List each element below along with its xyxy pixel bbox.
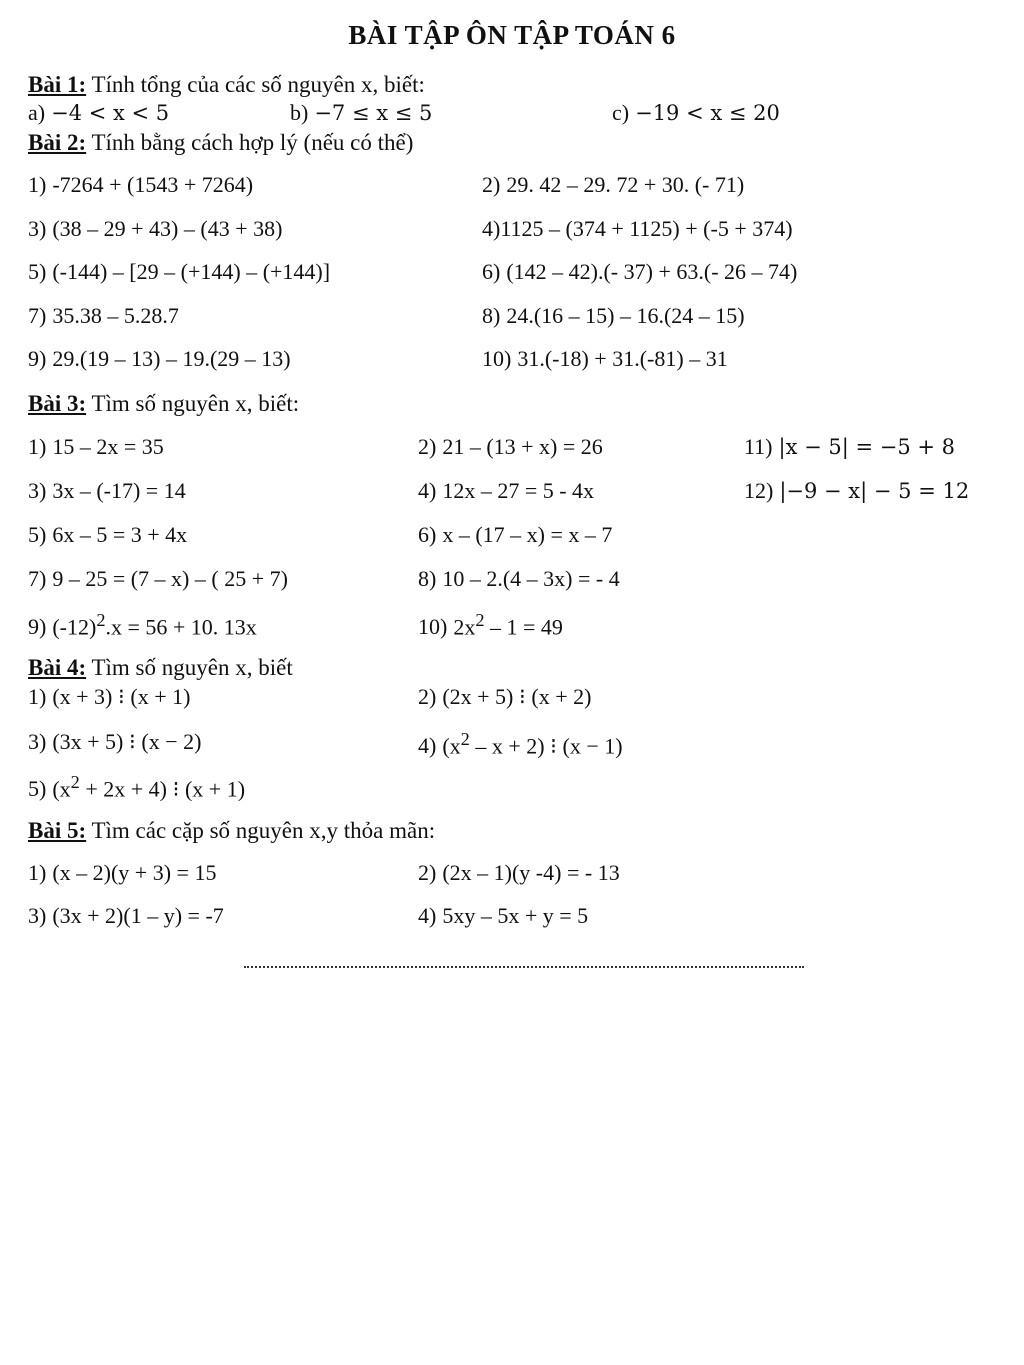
item-expression: -7264 + (1543 + 7264): [52, 172, 254, 197]
item-number: 3): [28, 729, 47, 754]
item-expression: 31.(-18) + 31.(-81) – 31: [517, 346, 728, 371]
item-number: 4): [482, 216, 501, 241]
item-number: b): [290, 100, 309, 125]
item-expression: 1125 – (374 + 1125) + (-5 + 374): [500, 216, 793, 241]
item-expression: (3x + 2)(1 – y) = -7: [52, 903, 224, 928]
exponent: 2: [96, 610, 106, 630]
bai2-item-3: [28, 216, 282, 242]
bai3-label: Bài 3:: [28, 391, 87, 416]
bai3-item-11: [744, 434, 955, 460]
bai4-item-2: [418, 684, 591, 710]
item-number: a): [28, 100, 46, 125]
bai1-label: Bài 1:: [28, 72, 87, 97]
bai1-item-a: [28, 100, 169, 126]
item-expression: 5xy – 5x + y = 5: [442, 903, 589, 928]
item-expression: (x + 3) ⁝ (x + 1): [52, 684, 191, 709]
bai5-text: Tìm các cặp số nguyên x,y thỏa mãn:: [86, 818, 436, 843]
item-expression: −4 < x < 5: [51, 101, 170, 125]
bai4-item-4: [418, 729, 623, 759]
bai2-item-7: [28, 303, 179, 329]
bai5-item-2: [418, 860, 620, 886]
item-expression: −19 < x ≤ 20: [635, 101, 780, 125]
item-number: 10): [418, 614, 448, 640]
bai4-item-1: [28, 684, 190, 710]
item-expression-part: (x: [52, 776, 71, 802]
bai5-item-1: [28, 860, 216, 886]
dotted-separator: [244, 966, 804, 968]
exponent: 2: [70, 772, 80, 792]
bai3-item-12: [744, 478, 969, 504]
bai3-item-2: [418, 434, 603, 460]
bai2-heading: [28, 130, 413, 156]
item-expression: 12x – 27 = 5 - 4x: [442, 478, 595, 503]
bai3-item-3: [28, 478, 186, 504]
item-number: 7): [28, 303, 47, 328]
bai2-item-6: [482, 259, 797, 285]
bai3-item-10: [418, 610, 563, 640]
bai1-text: Tính tổng của các số nguyên x, biết:: [86, 72, 425, 97]
item-expression-part: (-12): [52, 614, 97, 640]
bai4-item-5: [28, 772, 245, 802]
bai2-item-2: [482, 172, 744, 198]
bai5-heading: [28, 818, 435, 844]
bai2-text: Tính bằng cách hợp lý (nếu có thể): [86, 130, 414, 155]
item-expression: (3x + 5) ⁝ (x − 2): [52, 729, 202, 754]
bai2-item-9: [28, 346, 291, 372]
item-number: 12): [744, 478, 774, 503]
bai3-heading: [28, 391, 299, 417]
item-number: 2): [418, 434, 437, 459]
bai4-text: Tìm số nguyên x, biết: [86, 655, 293, 680]
item-number: 3): [28, 903, 47, 928]
item-number: 1): [28, 684, 47, 709]
bai3-item-4: [418, 478, 594, 504]
item-expression-part: (x: [442, 733, 461, 759]
bai3-text: Tìm số nguyên x, biết:: [86, 391, 300, 416]
bai3-item-1: [28, 434, 164, 460]
bai4-label: Bài 4:: [28, 655, 87, 680]
item-expression-part: + 2x + 4) ⁝ (x + 1): [79, 776, 246, 802]
item-number: 3): [28, 216, 47, 241]
item-number: 6): [482, 259, 501, 284]
bai2-item-10: [482, 346, 728, 372]
bai4-item-3: [28, 729, 201, 755]
item-number: 1): [28, 434, 47, 459]
bai2-label: Bài 2:: [28, 130, 87, 155]
item-expression: 24.(16 – 15) – 16.(24 – 15): [506, 303, 745, 328]
item-number: 4): [418, 478, 437, 503]
item-number: 2): [482, 172, 501, 197]
item-number: 5): [28, 522, 47, 547]
item-expression: 29. 42 – 29. 72 + 30. (- 71): [506, 172, 745, 197]
item-expression: 21 – (13 + x) = 26: [442, 434, 603, 459]
bai5-item-3: [28, 903, 224, 929]
item-number: 6): [418, 522, 437, 547]
item-expression: 15 – 2x = 35: [52, 434, 164, 459]
bai2-item-8: [482, 303, 745, 329]
item-number: 11): [744, 434, 773, 459]
item-number: 4): [418, 903, 437, 928]
item-number: 1): [28, 860, 47, 885]
exponent: 2: [460, 729, 470, 749]
item-number: 8): [482, 303, 501, 328]
item-expression: 3x – (-17) = 14: [52, 478, 186, 503]
bai1-item-c: [612, 100, 780, 126]
page-title: BÀI TẬP ÔN TẬP TOÁN 6: [348, 20, 676, 50]
item-number: 2): [418, 860, 437, 885]
item-expression: (-144) – [29 – (+144) – (+144)]: [52, 259, 331, 284]
item-expression: 6x – 5 = 3 + 4x: [52, 522, 188, 547]
bai3-item-7: [28, 566, 288, 592]
item-expression-part: .x = 56 + 10. 13x: [105, 614, 257, 640]
bai5-item-4: [418, 903, 588, 929]
item-expression: |−9 − x| − 5 = 12: [779, 479, 970, 503]
bai2-item-4: [482, 216, 793, 242]
bai3-item-9: [28, 610, 257, 640]
item-number: 8): [418, 566, 437, 591]
bai3-item-8: [418, 566, 620, 592]
item-number: 4): [418, 733, 437, 759]
item-expression: |x − 5| = −5 + 8: [778, 435, 956, 459]
item-expression: −7 ≤ x ≤ 5: [314, 101, 433, 125]
item-expression: 29.(19 – 13) – 19.(29 – 13): [52, 346, 291, 371]
exponent: 2: [475, 610, 485, 630]
item-number: 9): [28, 346, 47, 371]
bai3-item-5: [28, 522, 187, 548]
item-expression: x – (17 – x) = x – 7: [442, 522, 613, 547]
item-number: 5): [28, 259, 47, 284]
item-number: 1): [28, 172, 47, 197]
bai1-item-b: [290, 100, 432, 126]
bai2-item-1: [28, 172, 253, 198]
bai2-item-5: [28, 259, 330, 285]
item-number: 5): [28, 776, 47, 802]
item-expression: (142 – 42).(- 37) + 63.(- 26 – 74): [506, 259, 798, 284]
item-expression: (2x – 1)(y -4) = - 13: [442, 860, 620, 885]
bai3-item-6: [418, 522, 612, 548]
item-number: 10): [482, 346, 512, 371]
bai1-heading: [28, 72, 425, 98]
item-expression-part: – x + 2) ⁝ (x − 1): [469, 733, 623, 759]
item-expression: (38 – 29 + 43) – (43 + 38): [52, 216, 283, 241]
bai4-heading: [28, 655, 293, 681]
item-expression: 10 – 2.(4 – 3x) = - 4: [442, 566, 620, 591]
item-expression: (x – 2)(y + 3) = 15: [52, 860, 217, 885]
item-expression-part: – 1 = 49: [484, 614, 563, 640]
item-expression: 35.38 – 5.28.7: [52, 303, 179, 328]
item-expression: (2x + 5) ⁝ (x + 2): [442, 684, 592, 709]
item-expression-part: 2x: [453, 614, 476, 640]
bai5-label: Bài 5:: [28, 818, 87, 843]
item-number: c): [612, 100, 630, 125]
item-number: 2): [418, 684, 437, 709]
item-number: 7): [28, 566, 47, 591]
item-number: 9): [28, 614, 47, 640]
item-expression: 9 – 25 = (7 – x) – ( 25 + 7): [52, 566, 288, 591]
item-number: 3): [28, 478, 47, 503]
